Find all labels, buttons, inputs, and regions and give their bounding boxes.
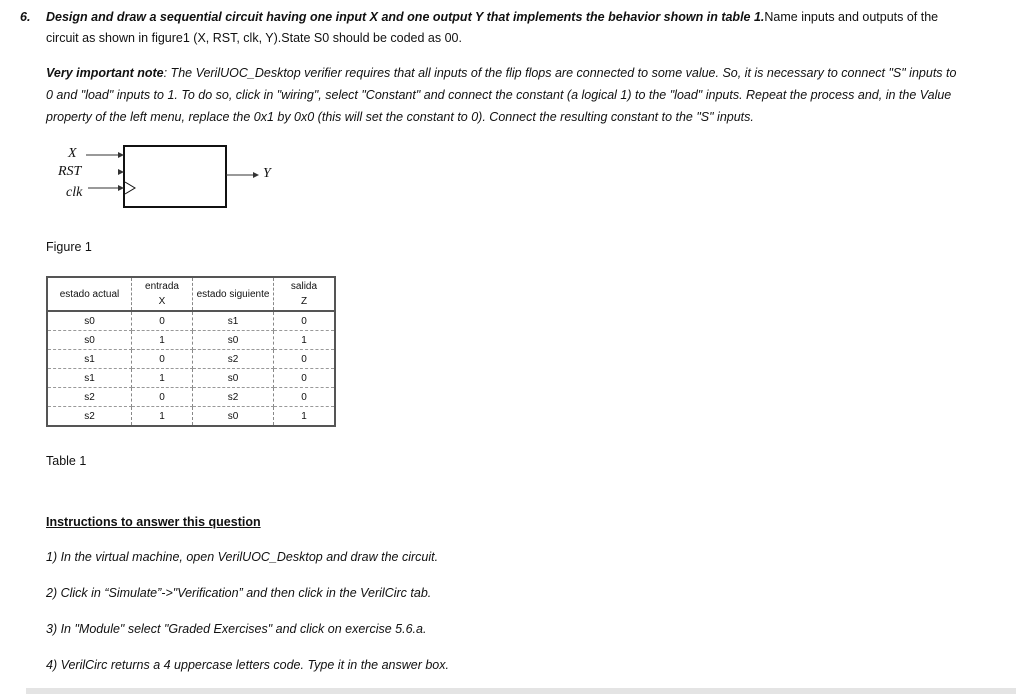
note-label: Very important note: [46, 66, 164, 80]
table-row: [47, 311, 335, 331]
table-cell: 1: [274, 407, 336, 427]
table-row: [47, 388, 335, 407]
note-line3: property of the left menu, replace the 0x1 by 0x0 (this will set the constant to 0). Connect the resulting constant to the "S" inputs.: [46, 110, 754, 124]
table-row: [47, 369, 335, 388]
table-row: [47, 407, 335, 427]
table-cell: 1: [132, 407, 193, 427]
state-table: [46, 276, 336, 427]
output-y-label: Y: [263, 166, 271, 181]
question-title: [46, 10, 938, 24]
input-rst-label: RST: [58, 164, 82, 179]
table-cell: s2: [193, 350, 274, 369]
header-entrada: entrada X: [132, 277, 193, 311]
table-cell: s2: [47, 407, 132, 427]
table-cell: s0: [193, 369, 274, 388]
table-cell: s2: [193, 388, 274, 407]
input-x-label: X: [68, 146, 77, 161]
instruction-item: 4) VerilCirc returns a 4 uppercase letters code. Type it in the answer box.: [46, 658, 449, 672]
table-cell: 0: [274, 388, 336, 407]
table-row: [47, 350, 335, 369]
table-cell: 0: [132, 311, 193, 331]
table-cell: 0: [132, 388, 193, 407]
table-cell: 0: [132, 350, 193, 369]
question-title-bold: Design and draw a sequential circuit having one input X and one output Y that implements the behavior shown in table 1.: [46, 10, 765, 24]
header-salida: salida Z: [274, 277, 336, 311]
note-text1: : The VerilUOC_Desktop verifier requires that all inputs of the flip flops are connected to some value. So, it is necessary to connect "S" inputs to: [163, 66, 957, 80]
circuit-block-diagram: [80, 140, 280, 215]
table-cell: s0: [193, 331, 274, 350]
table-cell: s1: [47, 350, 132, 369]
table-cell: s0: [193, 407, 274, 427]
header-estado-siguiente: estado siguiente: [193, 277, 274, 311]
figure-caption: Figure 1: [46, 240, 92, 254]
table-cell: s1: [193, 311, 274, 331]
note-line2: 0 and "load" inputs to 1. To do so, click in "wiring", select "Constant" and connect the constant (a logical 1) to the "load" inputs. Repeat the process and, in the Value: [46, 88, 952, 102]
question-title-rest: Name inputs and outputs of the: [764, 10, 939, 24]
table-cell: 1: [132, 369, 193, 388]
note-line1: [46, 66, 956, 80]
table-cell: 1: [274, 331, 336, 350]
table-cell: 0: [274, 369, 336, 388]
circuit-box: [124, 146, 226, 207]
table-cell: s0: [47, 311, 132, 331]
table-row: [47, 331, 335, 350]
table-cell: s2: [47, 388, 132, 407]
table-cell: s0: [47, 331, 132, 350]
instructions-heading: Instructions to answer this question: [46, 515, 261, 529]
table-cell: 0: [274, 350, 336, 369]
input-clk-label: clk: [66, 185, 83, 200]
table-caption: Table 1: [46, 454, 87, 468]
instruction-item: 2) Click in “Simulate”->"Verification” and then click in the VerilCirc tab.: [46, 586, 432, 600]
header-estado-actual: estado actual: [47, 277, 132, 311]
table-cell: s1: [47, 369, 132, 388]
table-cell: 1: [132, 331, 193, 350]
bottom-scroll-edge: [26, 688, 1016, 694]
question-line2: circuit as shown in figure1 (X, RST, clk, Y).State S0 should be coded as 00.: [46, 31, 462, 45]
instruction-item: 3) In "Module" select "Graded Exercises" and click on exercise 5.6.a.: [46, 622, 427, 636]
table-cell: 0: [274, 311, 336, 331]
question-number: 6.: [20, 10, 31, 24]
clock-triangle: [125, 182, 135, 194]
instruction-item: 1) In the virtual machine, open VerilUOC_Desktop and draw the circuit.: [46, 550, 439, 564]
table-header: [47, 277, 335, 311]
